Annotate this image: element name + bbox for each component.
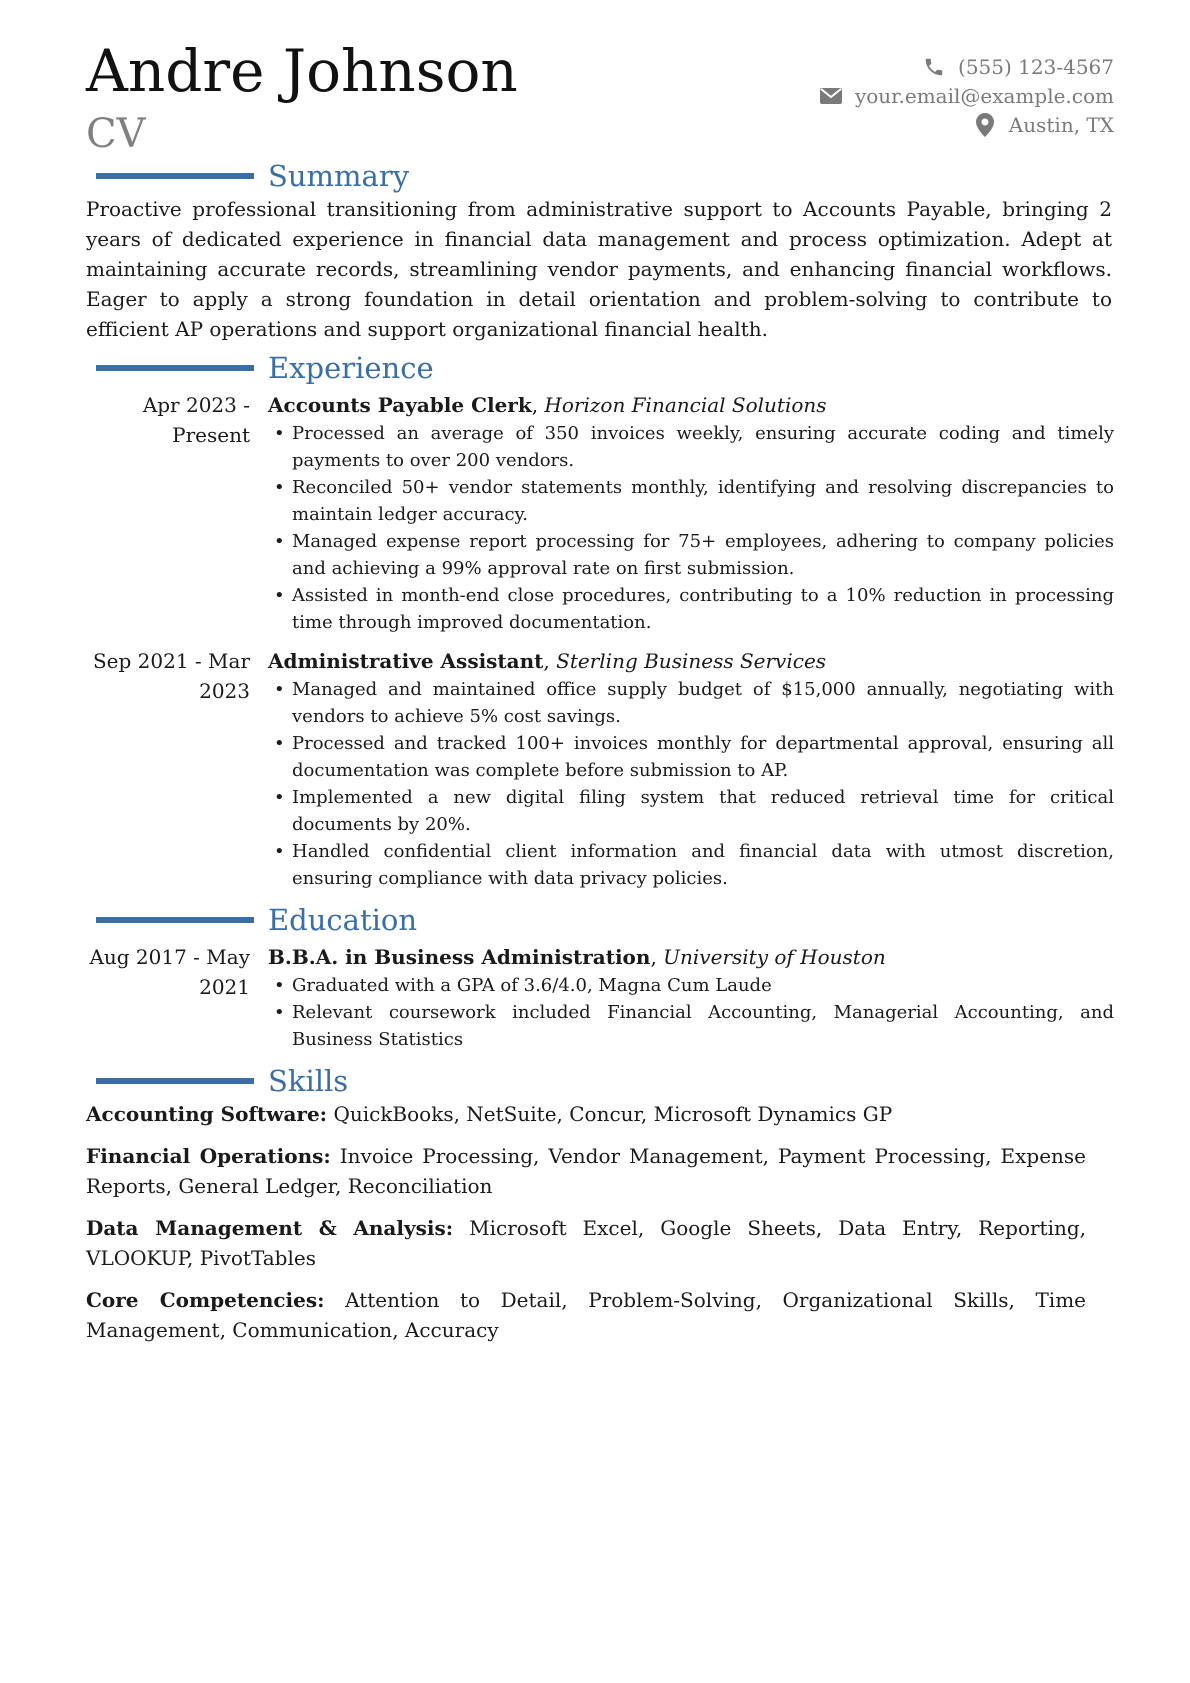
entry-date: Aug 2017 - May 2021 (89, 945, 250, 999)
bullet-list (268, 972, 1114, 1053)
job-title: Accounts Payable Clerk (268, 393, 532, 417)
entry-body (268, 646, 1114, 892)
skill-values: Microsoft Excel, Google Sheets, Data Entry, Reporting, VLOOKUP, PivotTables (86, 1216, 1087, 1270)
bullet-list (268, 420, 1114, 636)
bullet-item: • Processed and tracked 100+ invoices monthly for departmental approval, ensuring all documentation was complete before submission to AP. (268, 730, 1114, 784)
experience-entry (86, 646, 1114, 892)
entry-date: Apr 2023 - Present (142, 393, 250, 447)
institution: University of Houston (663, 945, 886, 969)
skills-section (86, 1063, 1114, 1345)
skill-values: QuickBooks, NetSuite, Concur, Microsoft Dynamics GP (333, 1102, 893, 1126)
experience-section (86, 350, 1114, 892)
section-header (86, 158, 1114, 194)
section-rule (96, 365, 254, 371)
section-rule (96, 1078, 254, 1084)
section-title-skills: Skills (268, 1064, 349, 1098)
bullet-item: • Processed an average of 350 invoices weekly, ensuring accurate coding and timely payments to over 200 vendors. (268, 420, 1114, 474)
cv-page (86, 37, 1114, 1357)
contact-email[interactable] (817, 81, 1114, 110)
skill-category: Core Competencies: (86, 1288, 325, 1312)
section-title-summary: Summary (268, 159, 410, 193)
section-rule (96, 917, 254, 923)
education-entry (86, 942, 1114, 1053)
skill-row (86, 1141, 1086, 1201)
section-rule (96, 173, 254, 179)
bullet-item: • Implemented a new digital filing system that reduced retrieval time for critical documents by 20%. (268, 784, 1114, 838)
location-text: Austin, TX (1008, 112, 1114, 137)
person-name: Andre Johnson (86, 37, 518, 105)
entry-body (268, 942, 1114, 1053)
summary-text: Proactive professional transitioning from administrative support to Accounts Payable, bringing 2 years of dedicated experience in financial data management and process optimization. Adept at maintaining accurate records, streamlining vendor payments, and enhancing financial workflows. Eager to apply a strong foundation in detail orientation and problem-solving to contribute to efficient AP operations and support organizational financial health. (86, 197, 1112, 341)
map-marker-icon (971, 113, 999, 137)
contact-info (817, 52, 1114, 139)
cv-header (86, 37, 1114, 158)
bullet-item: • Relevant coursework included Financial Accounting, Managerial Accounting, and Business Statistics (268, 999, 1114, 1053)
bullet-item: • Managed expense report processing for 75+ employees, adhering to company policies and achieving a 99% approval rate on first submission. (268, 528, 1114, 582)
section-header (86, 1063, 1114, 1099)
contact-phone[interactable] (817, 52, 1114, 81)
job-title: Administrative Assistant (268, 649, 544, 673)
section-title-education: Education (268, 903, 418, 937)
summary-section (86, 158, 1114, 344)
education-section (86, 902, 1114, 1053)
document-subtitle: CV (86, 111, 146, 157)
entry-body (268, 390, 1114, 636)
phone-icon (920, 55, 948, 79)
section-header (86, 350, 1114, 386)
entry-heading: Administrative Assistant, Sterling Business Services (268, 649, 827, 673)
degree-title: B.B.A. in Business Administration (268, 945, 651, 969)
entry-heading: Accounts Payable Clerk, Horizon Financial Solutions (268, 393, 827, 417)
bullet-item: • Handled confidential client information and financial data with utmost discretion, ensuring compliance with data privacy policies. (268, 838, 1114, 892)
experience-entry (86, 390, 1114, 636)
bullet-item: • Assisted in month-end close procedures, contributing to a 10% reduction in processing time through improved documentation. (268, 582, 1114, 636)
contact-location (817, 110, 1114, 139)
skill-row (86, 1213, 1086, 1273)
bullet-item: • Managed and maintained office supply budget of $15,000 annually, negotiating with vendors to achieve 5% cost savings. (268, 676, 1114, 730)
skill-category: Data Management & Analysis: (86, 1216, 454, 1240)
skill-row (86, 1099, 1086, 1129)
skill-category: Financial Operations: (86, 1144, 331, 1168)
organization: Sterling Business Services (556, 649, 827, 673)
section-title-experience: Experience (268, 351, 434, 385)
skill-category: Accounting Software: (86, 1102, 328, 1126)
organization: Horizon Financial Solutions (544, 393, 827, 417)
entry-date: Sep 2021 - Mar 2023 (92, 649, 250, 703)
phone-number: (555) 123-4567 (958, 54, 1114, 79)
email-address: your.email@example.com (854, 83, 1114, 108)
bullet-item: • Graduated with a GPA of 3.6/4.0, Magna Cum Laude (268, 972, 1114, 999)
entry-heading: B.B.A. in Business Administration, University of Houston (268, 945, 886, 969)
section-header (86, 902, 1114, 938)
bullet-item: • Reconciled 50+ vendor statements monthly, identifying and resolving discrepancies to maintain ledger accuracy. (268, 474, 1114, 528)
skill-values: Invoice Processing, Vendor Management, Payment Processing, Expense Reports, General Ledger, Reconciliation (86, 1144, 1087, 1198)
skill-values: Attention to Detail, Problem-Solving, Organizational Skills, Time Management, Communication, Accuracy (86, 1288, 1087, 1342)
skill-row (86, 1285, 1086, 1345)
bullet-list (268, 676, 1114, 892)
envelope-icon (817, 84, 845, 108)
